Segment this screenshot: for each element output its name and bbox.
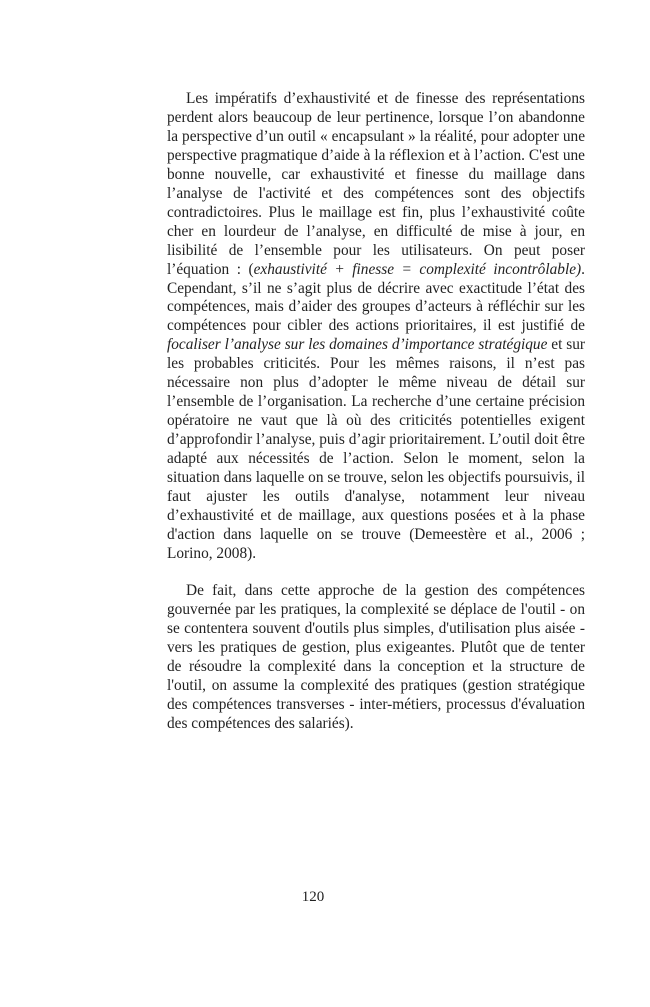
page-number: 120 [301,889,325,905]
body-text [167,90,585,733]
paragraph-1-text-a: Les impératifs d’exhaustivité et de finesse des représentations perdent alors beaucoup de leur pertinence, lorsque l’on abandonne la perspective d’un outil « encapsulant » la réalité, pour adopter une perspective pragmatique d’aide à la réflexion et à l’action. C'est une bonne nouvelle, car exhaustivité et finesse du maillage dans l’analyse de l'activité et des compétences sont des objectifs contradictoires. Plus le maillage est fin, plus l’exhaustivité coûte cher en lourdeur de l’analyse, en difficulté de mise à jour, en lisibilité de l’ensemble pour les utilisateurs. On peut poser l’équation : ( [167,90,585,278]
emphasis-italic: focaliser l’analyse sur les domaines d’importance stratégique [167,336,548,354]
paragraph-2: De fait, dans cette approche de la gestion des compétences gouvernée par les pratiques, la complexité se déplace de l'outil - on se contentera souvent d'outils plus simples, d'utilisation plus aisée - vers les pratiques de gestion, plus exigeantes. Plutôt que de tenter de résoudre la complexité dans la conception et la structure de l'outil, on assume la complexité des pratiques (gestion stratégique des compétences transverses - inter-métiers, processus d'évaluation des compétences des salariés). [167,581,585,732]
paragraph-1-text-b: . Cependant, s’il ne s’agit plus de décrire avec exactitude l’état des compétences, mais d’aider des groupes d’acteurs à réfléchir sur les compétences pour cibler des actions prioritaires, il est justifié de [167,260,585,335]
paragraph-1 [167,90,585,564]
paragraph-1-text-c: et sur les probables criticités. Pour les mêmes raisons, il n’est pas nécessaire non plus d’adopter le même niveau de détail sur l’ensemble de l’organisation. La recherche d’une certaine précision opératoire ne vaut que là où des criticités potentielles exigent d’approfondir l’analyse, puis d’agir prioritairement. L’outil doit être adapté aux nécessités de l’action. Selon le moment, selon la situation dans laquelle on se trouve, selon les objectifs poursuivis, il faut ajuster les outils d'analyse, notamment leur niveau d’exhaustivité et de maillage, aux questions posées et à la phase d'action dans laquelle on se trouve (Demeestère et al., 2006 ; Lorino, 2008). [167,336,585,562]
equation-italic: exhaustivité + finesse = complexité incontrôlable) [253,260,582,278]
